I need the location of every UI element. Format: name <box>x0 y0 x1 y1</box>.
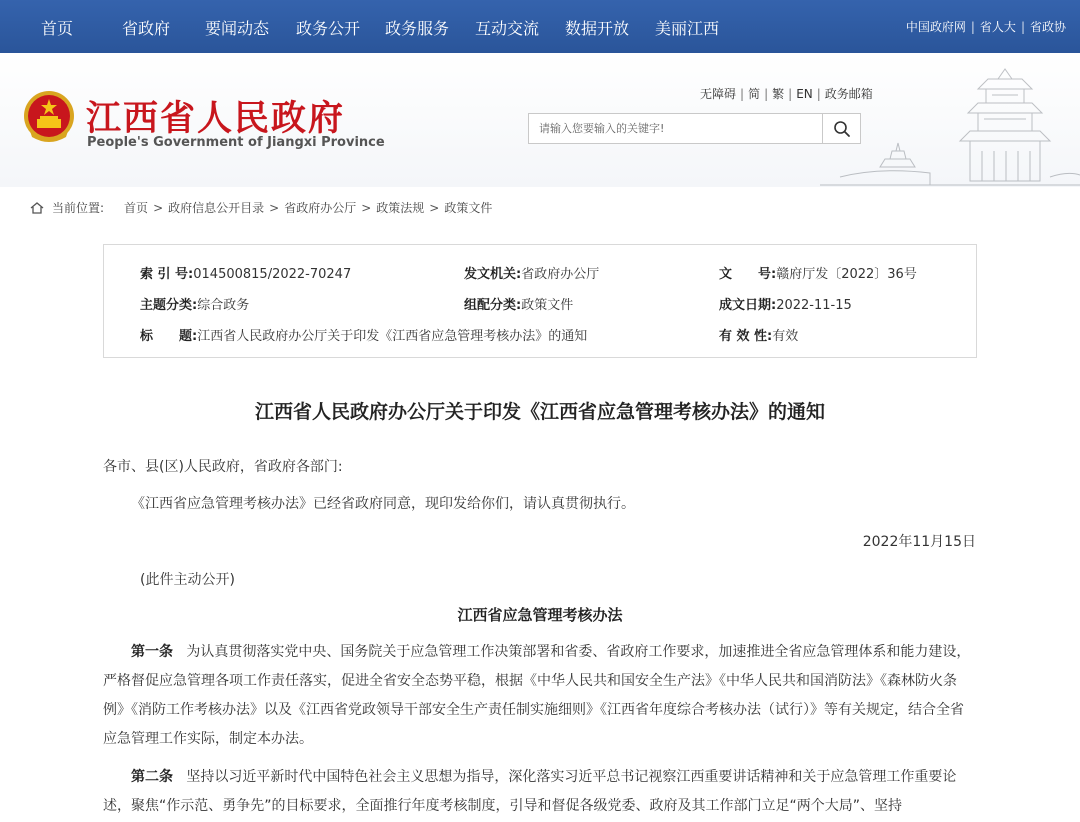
meta-doc-number: 文 号:赣府厅发〔2022〕36号 <box>719 267 917 282</box>
article-disclosure: (此件主动公开) <box>140 572 235 588</box>
nav-item-news[interactable]: 要闻动态 <box>205 19 270 38</box>
home-icon <box>30 202 44 214</box>
national-emblem-icon <box>22 89 76 145</box>
link-provincial-cppcc[interactable]: 省政协 <box>1029 20 1066 34</box>
search-input[interactable] <box>529 114 822 143</box>
link-china-gov[interactable]: 中国政府网 <box>905 20 966 34</box>
top-nav-bar <box>0 0 1080 53</box>
breadcrumb-item-info-catalog[interactable]: 政府信息公开目录 <box>168 201 265 215</box>
breadcrumb-item-general-office[interactable]: 省政府办公厅 <box>284 201 357 215</box>
document-meta-box <box>103 244 977 358</box>
breadcrumb-label: 当前位置: <box>52 201 105 215</box>
article-title: 江西省人民政府办公厅关于印发《江西省应急管理考核办法》的通知 <box>254 401 825 423</box>
clause-1-lead: 第一条 <box>131 644 173 660</box>
nav-item-home[interactable]: 首页 <box>41 19 74 38</box>
clause-1-text: 为认真贯彻落实党中央、国务院关于应急管理工作决策部署和省委、省政府工作要求，加速推进全省应急管理体系和能力建设，严格督促应急管理各项工作责任落实，促进全省安全态势平稳，根据《中华人民共和国安全生产法》《中华人民共和国消防法》《森林防火条例》《消防工作考核办法》以及《江西省党政领导干部安全生产责任制实施细则》《江西省年度综合考核办法（试行）》等有关规定，结合全省应急管理工作实际，制定本办法。 <box>103 644 971 747</box>
article-intro: 《江西省应急管理考核办法》已经省政府同意，现印发给你们，请认真贯彻执行。 <box>131 496 635 512</box>
nav-item-gov-services[interactable]: 政务服务 <box>385 19 450 38</box>
nav-item-interaction[interactable]: 互动交流 <box>475 19 540 38</box>
article-clause-2 <box>103 763 976 821</box>
breadcrumb-item-home[interactable]: 首页 <box>124 201 149 215</box>
breadcrumb-item-policies[interactable]: 政策法规 <box>376 201 425 215</box>
nav-item-beautiful-jiangxi[interactable]: 美丽江西 <box>655 19 720 38</box>
meta-issuer: 发文机关:省政府办公厅 <box>464 267 600 282</box>
meta-index: 索 引 号:014500815/2022-70247 <box>140 267 352 282</box>
article-clause-1 <box>103 638 976 754</box>
link-traditional[interactable]: 繁 <box>772 87 785 101</box>
meta-date: 成文日期:2022-11-15 <box>719 298 852 313</box>
tengwang-pavilion-illustration <box>820 67 1080 187</box>
link-simplified[interactable]: 简 <box>748 87 761 101</box>
link-provincial-congress[interactable]: 省人大 <box>979 20 1016 34</box>
top-right-links: 中国政府网 | 省人大 | 省政协 <box>905 20 1066 34</box>
article-salutation: 各市、县(区)人民政府，省政府各部门: <box>103 459 343 475</box>
nav-item-gov-affairs-public[interactable]: 政务公开 <box>296 19 361 38</box>
nav-item-provincial-gov[interactable]: 省政府 <box>122 19 171 38</box>
link-gov-mailbox[interactable]: 政务邮箱 <box>824 87 873 101</box>
breadcrumb-item-policy-docs[interactable]: 政策文件 <box>444 201 493 215</box>
site-title[interactable]: 江西省人民政府 <box>86 98 346 139</box>
utility-links: 无障碍 | 简 | 繁 | EN | 政务邮箱 <box>700 87 873 101</box>
meta-title: 标 题:江西省人民政府办公厅关于印发《江西省应急管理考核办法》的通知 <box>140 329 588 344</box>
search-box <box>528 113 861 144</box>
link-english[interactable]: EN <box>796 87 813 101</box>
meta-validity: 有 效 性:有效 <box>719 329 799 344</box>
section-title: 江西省应急管理考核办法 <box>457 606 623 624</box>
meta-category: 组配分类:政策文件 <box>464 298 574 313</box>
site-subtitle: People's Government of Jiangxi Province <box>87 135 385 150</box>
meta-topic: 主题分类:综合政务 <box>140 298 250 313</box>
breadcrumb: 当前位置: 首页 > 政府信息公开目录 > 省政府办公厅 > 政策法规 > 政策文件 <box>30 199 492 216</box>
clause-2-lead: 第二条 <box>131 769 173 785</box>
clause-2-text: 坚持以习近平新时代中国特色社会主义思想为指导，深化落实习近平总书记视察江西重要讲话精神和关于应急管理工作重要论述，聚焦“作示范、勇争先”的目标要求，全面推行年度考核制度，引导和督促各级党委、政府及其工作部门立足“两个大局”、坚持 <box>103 769 957 814</box>
nav-item-open-data[interactable]: 数据开放 <box>565 19 630 38</box>
article-date: 2022年11月15日 <box>862 534 976 550</box>
link-accessibility[interactable]: 无障碍 <box>700 87 737 101</box>
site-header <box>0 53 1080 187</box>
